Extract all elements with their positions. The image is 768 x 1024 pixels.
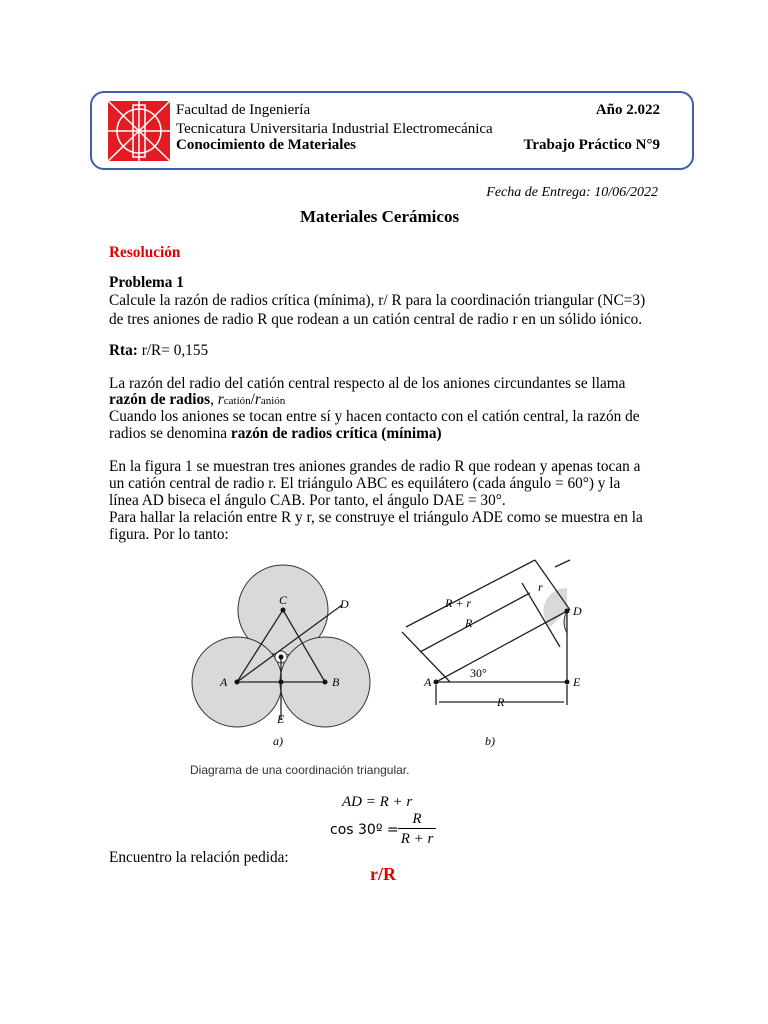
problem-text: Calcule la razón de radios crítica (mínima), r/ R para la coordinación triangular (NC=3) — [109, 292, 646, 309]
label-D: D — [573, 604, 582, 618]
section-heading: Resolución — [109, 244, 181, 261]
caption-a: a) — [273, 734, 283, 748]
fraction-numerator: R — [398, 811, 436, 829]
para-text: figura. Por lo tanto: — [109, 526, 229, 543]
para-text: línea AD biseca el ángulo CAB. Por tanto, el ángulo DAE = 30°. — [109, 492, 506, 509]
conclusion-text: Encuentro la relación pedida: — [109, 849, 289, 866]
label-A: A — [424, 675, 432, 689]
para-text: Cuando los aniones se tocan entre sí y hacen contacto con el catión central, la razón de — [109, 408, 640, 425]
practical-work-number: Trabajo Práctico N°9 — [523, 137, 660, 153]
problem-heading: Problema 1 — [109, 274, 184, 291]
header-box — [90, 91, 694, 170]
label-E: E — [573, 675, 581, 689]
para-text: En la figura 1 se muestran tres aniones grandes de radio R que rodean y apenas tocan a — [109, 458, 641, 475]
label-r: r — [538, 580, 543, 594]
bold-term: razón de radios crítica (mínima) — [230, 425, 442, 442]
equation-ad: AD = R + r — [342, 794, 413, 810]
page-title: Materiales Cerámicos — [300, 207, 460, 226]
triangular-coordination-figure — [180, 555, 600, 755]
answer-value: r/R= 0,155 — [137, 342, 209, 359]
text: radios se denomina — [109, 425, 231, 442]
university-logo — [108, 101, 170, 161]
faculty-name: Facultad de Ingeniería — [176, 102, 311, 118]
slash: / — [250, 391, 255, 408]
var: r — [254, 391, 261, 408]
subscript: catión — [223, 395, 251, 407]
var: r — [217, 391, 224, 408]
answer — [109, 341, 208, 360]
label-D: D — [340, 597, 349, 611]
problem-text: de tres aniones de radio R que rodean a un catión central de radio r en un sólido iónico. — [109, 311, 643, 328]
year: Año 2.022 — [595, 102, 660, 118]
para-text — [109, 424, 442, 443]
fraction-denominator: R + r — [400, 831, 434, 847]
label-C: C — [279, 593, 288, 607]
subscript: anión — [260, 395, 286, 407]
label-E: E — [277, 712, 285, 726]
result: r/R — [370, 864, 396, 884]
due-date: Fecha de Entrega: 10/06/2022 — [486, 185, 658, 200]
label-A: A — [220, 675, 228, 689]
sep: , — [210, 391, 218, 408]
bold-term: razón de radios — [109, 391, 211, 408]
caption-b: b) — [485, 734, 495, 748]
label-B: B — [332, 675, 340, 689]
label-angle: 30° — [470, 666, 487, 680]
answer-label: Rta: — [109, 342, 138, 359]
figure-b — [402, 560, 582, 748]
para-text: un catión central de radio r. El triángulo ABC es equilátero (cada ángulo = 60°) y la — [109, 475, 621, 492]
career-name: Tecnicatura Universitaria Industrial Electromecánica — [176, 121, 493, 137]
figure-caption: Diagrama de una coordinación triangular. — [190, 763, 410, 777]
equation-cos: cos 30º = — [330, 822, 399, 838]
label-R-plus-r: R + r — [445, 596, 472, 610]
para-text: Para hallar la relación entre R y r, se construye el triángulo ADE como se muestra en la — [109, 509, 643, 526]
subject-name: Conocimiento de Materiales — [176, 137, 356, 153]
para-text: La razón del radio del catión central respecto al de los aniones circundantes se llama — [109, 375, 626, 392]
label-R: R — [497, 695, 505, 709]
label-R: R — [465, 616, 473, 630]
